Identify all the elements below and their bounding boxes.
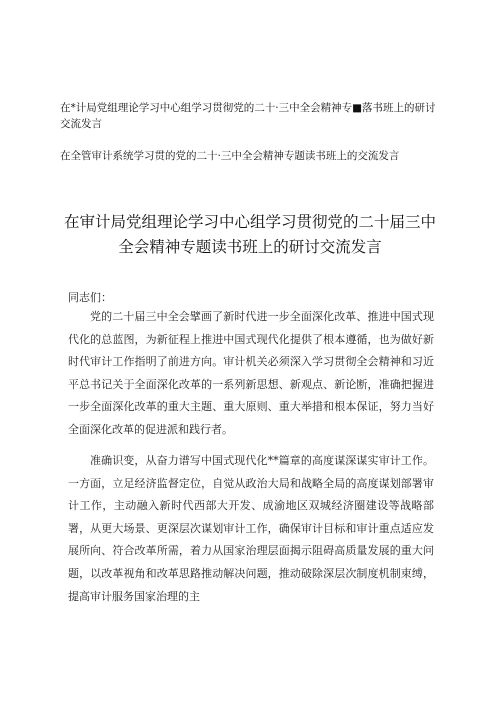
- toc-entry: 在*计局党组理论学习中心组学习贯彻党的二十·三中全会精神专■落书班上的研讨交流发言: [60, 102, 436, 130]
- document-title: [60, 210, 440, 260]
- body-paragraph: 准确识变，从奋力谱写中国式现代化**篇章的高度谋深谋实审计工作。一方面，立足经济监督定位，自觉从政治大局和战略全局的高度谋划部署审计工作，主动融入新时代西部大开发、成渝地区双城经济圈建设等战略部署，从更大场景、更深层次谋划审计工作，确保审计目标和审计重点适应发展所向、符合改革所需，着力从国家治理层面揭示阻碍高质量发展的重大问题，以改革视角和改革思路推动解决问题，推动破除深层次制度机制束缚，提高审计服务国家治理的主: [68, 454, 434, 603]
- body-paragraph: 党的二十届三中全会擘画了新时代进一步全面深化改革、推进中国式现代化的总蓝图，为新征程上推进中国式现代化提供了根本遵循，也为做好新时代审计工作指明了前进方向。审计机关必须深入学习贯彻全会精神和习近平总书记关于全面深化改革的一系列新思想、新观点、新论断，准确把握进一步全面深化改革的重大主题、重大原则、重大举措和根本保证，努力当好全面深化改革的促进派和践行者。: [68, 310, 434, 436]
- toc-entry: 在全管审计系统学习贯的党的二十·三中全会精神专题读书班上的交流发言: [60, 150, 400, 162]
- salutation: 同志们：: [68, 291, 112, 304]
- title-line: 全会精神专题读书班上的研讨交流发言: [118, 238, 382, 256]
- title-line: 在审计局党组理论学习中心组学习贯彻党的二十届三中: [63, 213, 436, 231]
